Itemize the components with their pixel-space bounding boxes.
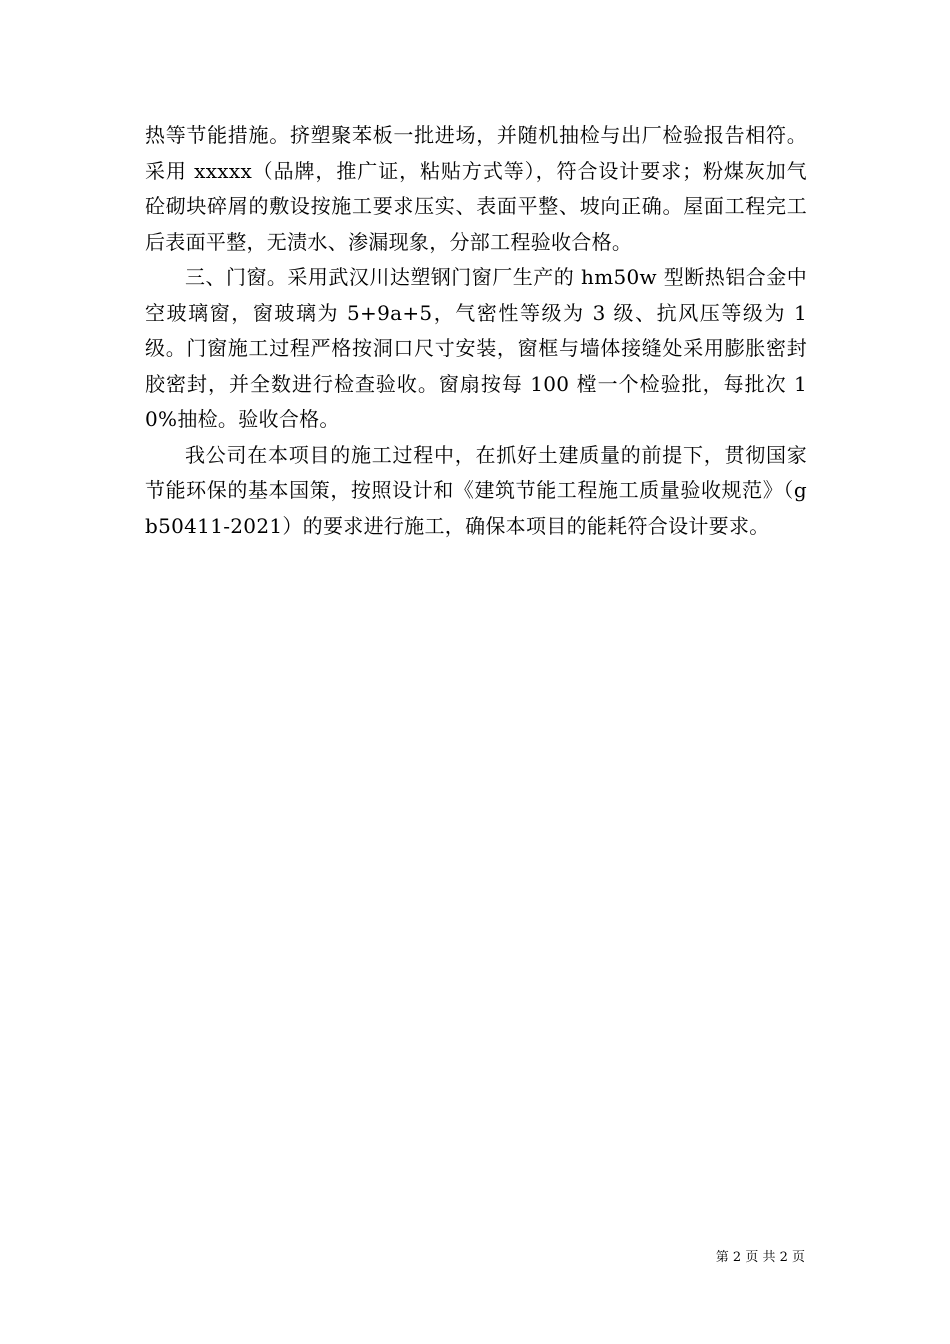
page-number-footer: 第 2 页 共 2 页 [715,1250,805,1265]
paragraph-conclusion: 我公司在本项目的施工过程中，在抓好土建质量的前提下，贯彻国家节能环保的基本国策，按照设计和《建筑节能工程施工质量验收规范》（gb50411-2021）的要求进行施工，确保本项目的能耗符合设计要求。 [145,442,807,538]
paragraph-doors-windows: 三、门窗。采用武汉川达塑钢门窗厂生产的 hm50w 型断热铝合金中空玻璃窗，窗玻璃为 5+9a+5，气密性等级为 3 级、抗风压等级为 1 级。门窗施工过程严格按洞口尺寸安装，窗框与墙体接缝处采用膨胀密封胶密封，并全数进行检查验收。窗扇按每 100 樘一个检验批，每批次 10%抽检。验收合格。 [145,265,807,431]
document-body [145,118,807,544]
paragraph-roof-insulation: 热等节能措施。挤塑聚苯板一批进场，并随机抽检与出厂检验报告相符。采用 xxxxx（品牌，推广证，粘贴方式等），符合设计要求；粉煤灰加气砼砌块碎屑的敷设按施工要求压实、表面平整、坡向正确。屋面工程完工后表面平整，无渍水、渗漏现象，分部工程验收合格。 [145,123,807,254]
